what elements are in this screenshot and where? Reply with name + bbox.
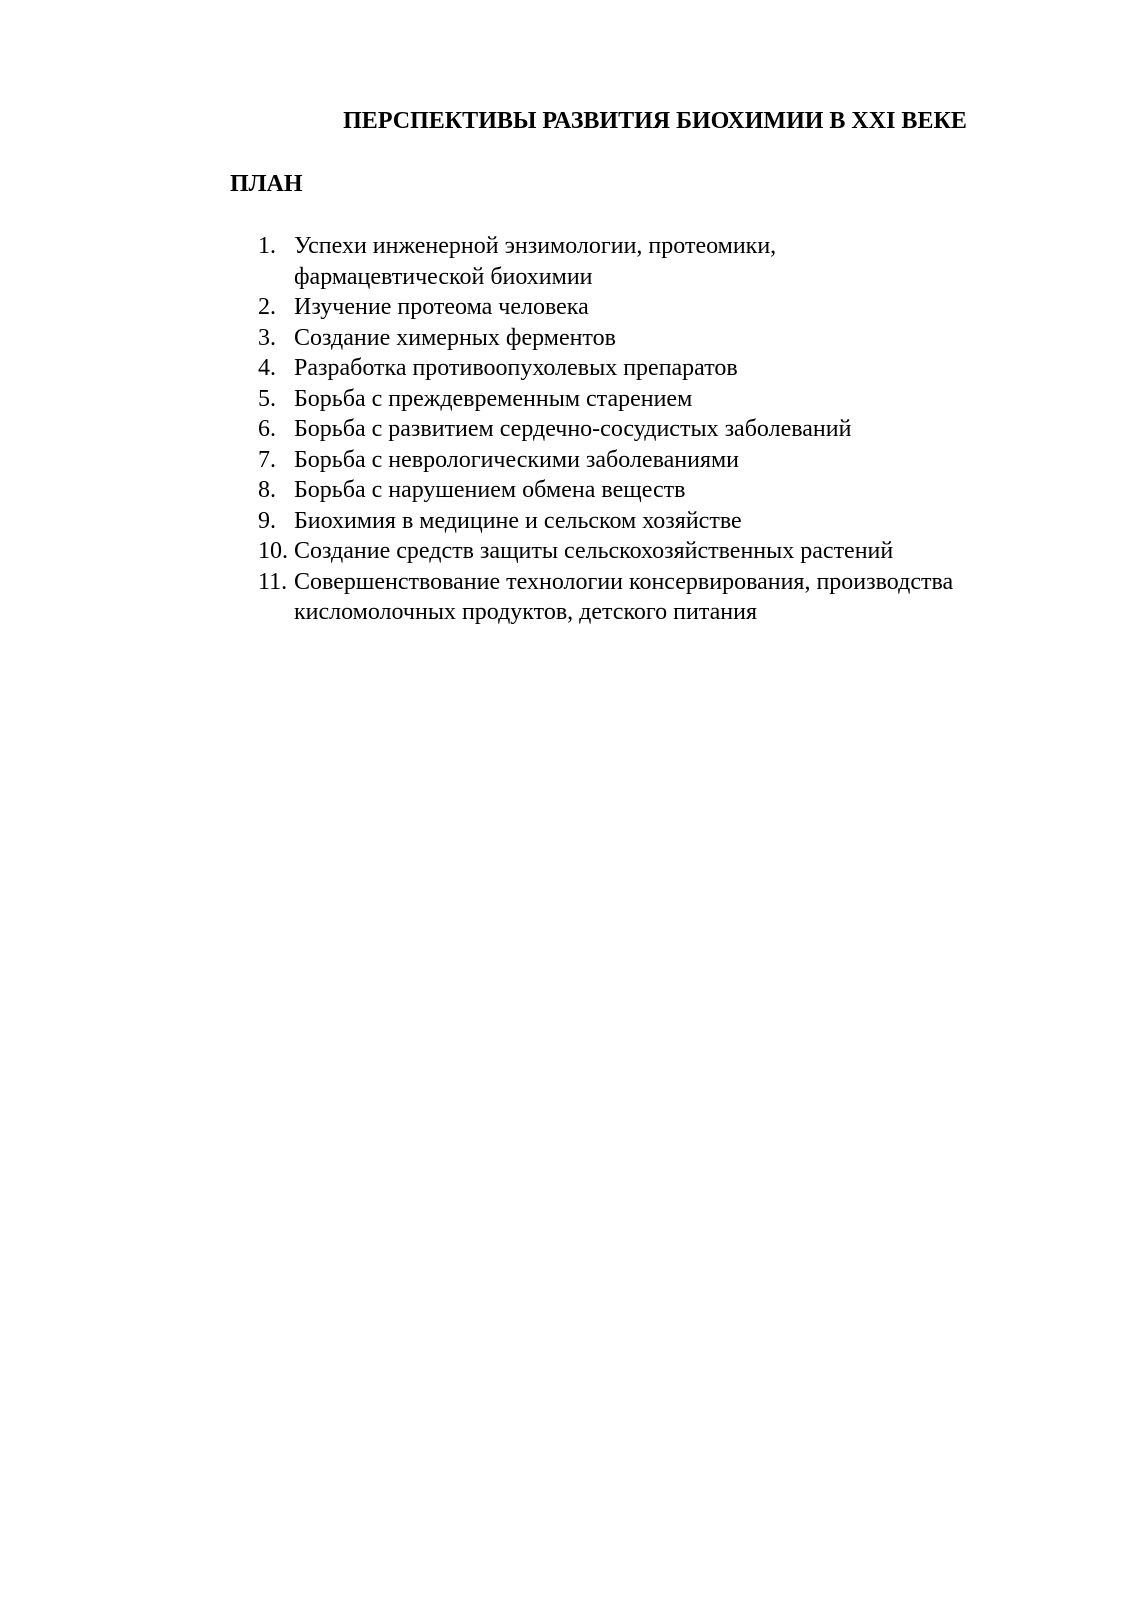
plan-heading: ПЛАН [230,171,303,197]
plan-item-number: 10. [258,538,288,564]
plan-item-number: 9. [258,507,276,534]
plan-list [258,231,1088,628]
plan-item-text [294,475,1088,506]
plan-item-line: Создание средств защиты сельскохозяйственных растений [294,538,894,564]
plan-item-line: Борьба с преждевременным старением [294,385,693,412]
plan-item-number: 1. [258,233,276,259]
plan-item-line: Изучение протеома человека [294,294,589,320]
plan-item-line: Борьба с нарушением обмена веществ [294,477,686,503]
plan-item-4 [258,353,1088,384]
plan-item-text [294,384,1088,415]
plan-item-text [294,231,1088,292]
plan-item-line: Создание химерных ферментов [294,324,616,351]
plan-item-6 [258,414,1088,445]
plan-item-5 [258,384,1088,415]
plan-item-line: Борьба с неврологическими заболеваниями [294,446,740,473]
plan-item-line: Биохимия в медицине и сельском хозяйстве [294,507,742,534]
plan-item-text [294,292,1088,323]
plan-item-number: 7. [258,446,276,473]
plan-item-2 [258,292,1088,323]
plan-item-1 [258,231,1088,292]
plan-item-8 [258,475,1088,506]
plan-item-line: Успехи инженерной энзимологии, протеомики, [294,233,777,259]
plan-item-3 [258,323,1088,354]
plan-item-number: 2. [258,294,276,320]
plan-item-text [294,506,1088,537]
plan-item-number: 6. [258,416,276,442]
plan-item-number: 3. [258,324,276,351]
plan-item-11 [258,567,1088,628]
plan-item-line: Совершенствование технологии консервирования, производства [294,568,954,595]
plan-item-7 [258,445,1088,476]
plan-item-text [294,536,1088,567]
plan-item-line: Борьба с развитием сердечно-сосудистых заболеваний [294,416,852,442]
plan-item-number: 5. [258,385,276,412]
plan-item-number: 4. [258,355,276,381]
plan-item-text [294,323,1088,354]
plan-item-line: Разработка противоопухолевых препаратов [294,355,738,381]
plan-item-10 [258,536,1088,567]
plan-item-number: 8. [258,477,276,503]
plan-item-line: кисломолочных продуктов, детского питания [294,599,757,625]
plan-item-text [294,567,1088,628]
plan-item-text [294,445,1088,476]
plan-item-text [294,414,1088,445]
plan-item-line: фармацевтической биохимии [294,263,593,290]
document-title: ПЕРСПЕКТИВЫ РАЗВИТИЯ БИОХИМИИ В XXI ВЕКЕ [343,108,967,134]
plan-item-text [294,353,1088,384]
plan-item-number: 11. [258,568,288,595]
plan-item-9 [258,506,1088,537]
